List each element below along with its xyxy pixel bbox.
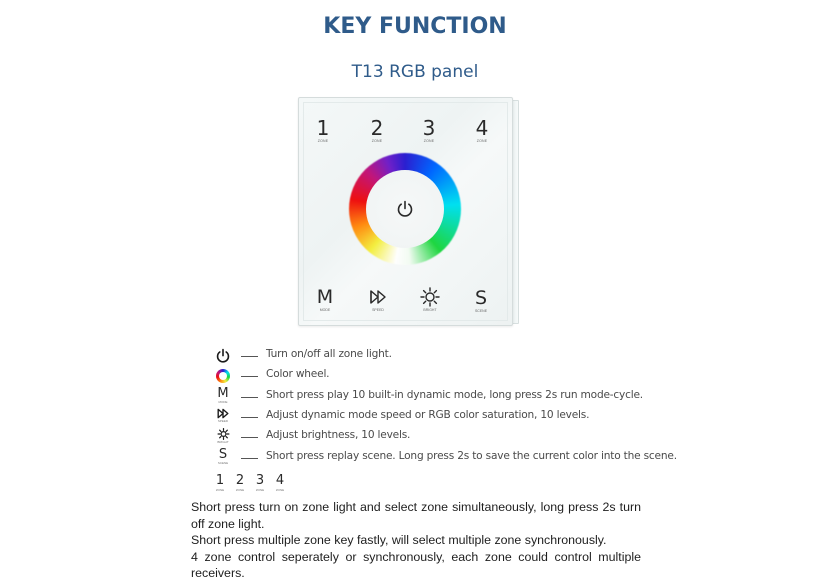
legend-item-speed: SPEED Adjust dynamic mode speed or RGB color saturation, 10 levels. [217, 409, 590, 423]
mode-icon: M [316, 286, 334, 308]
legend-dash [241, 437, 258, 438]
legend-dash [241, 458, 258, 459]
legend-dash [241, 356, 258, 357]
legend-item-color-wheel: Color wheel. [210, 367, 630, 387]
brightness-icon [217, 428, 230, 440]
zone-2: 2 ZONE [235, 473, 245, 492]
scene-key: S SCENE [466, 287, 496, 314]
legend-item-scene: S SCENE Short press replay scene. Long press 2s to save the current color into the scene. [210, 449, 630, 469]
legend-item-brightness: BRIGHT Adjust brightness, 10 levels. [217, 429, 411, 444]
description-paragraph: 4 zone control seperately or synchronously, each zone could control multiple receivers. [191, 549, 641, 581]
scene-icon: S [218, 447, 228, 462]
brightness-icon [420, 286, 440, 308]
zone-key-2: 2 ZONE [370, 116, 384, 143]
mode-icon: M [217, 386, 229, 401]
bright-key: BRIGHT [415, 286, 445, 313]
mode-key: M MODE [310, 286, 340, 313]
legend-item-power: Turn on/off all zone light. [210, 347, 630, 367]
t13-panel-image [298, 97, 520, 328]
legend-dash [241, 376, 258, 377]
legend-dash [241, 417, 258, 418]
speed-icon [216, 408, 230, 419]
zone-4: 4 ZONE [275, 473, 285, 492]
page-subtitle: T13 RGB panel [351, 62, 479, 82]
zone-key-1: 1 ZONE [316, 116, 330, 143]
speed-icon [368, 286, 388, 308]
power-icon [215, 348, 231, 364]
color-wheel-icon [216, 369, 230, 383]
zone-1: 1 ZONE [215, 473, 225, 492]
power-icon [395, 199, 415, 219]
zone-3: 3 ZONE [255, 473, 265, 492]
legend-dash [241, 397, 258, 398]
description-paragraph: Short press multiple zone key fastly, will select multiple zone synchronously. [191, 533, 607, 548]
legend-item-mode: M MODE Short press play 10 built-in dynamic mode, long press 2s run mode-cycle. [210, 388, 630, 408]
zone-key-4: 4 ZONE [475, 116, 489, 143]
zone-description [191, 499, 641, 582]
page-title: KEY FUNCTION [323, 14, 507, 39]
zone-key-3: 3 ZONE [422, 116, 436, 143]
description-paragraph: Short press turn on zone light and select zone simultaneously, long press 2s turn off zone light. [191, 500, 641, 531]
scene-icon: S [474, 287, 488, 309]
speed-key: SPEED [363, 286, 393, 313]
panel-face [298, 97, 513, 326]
